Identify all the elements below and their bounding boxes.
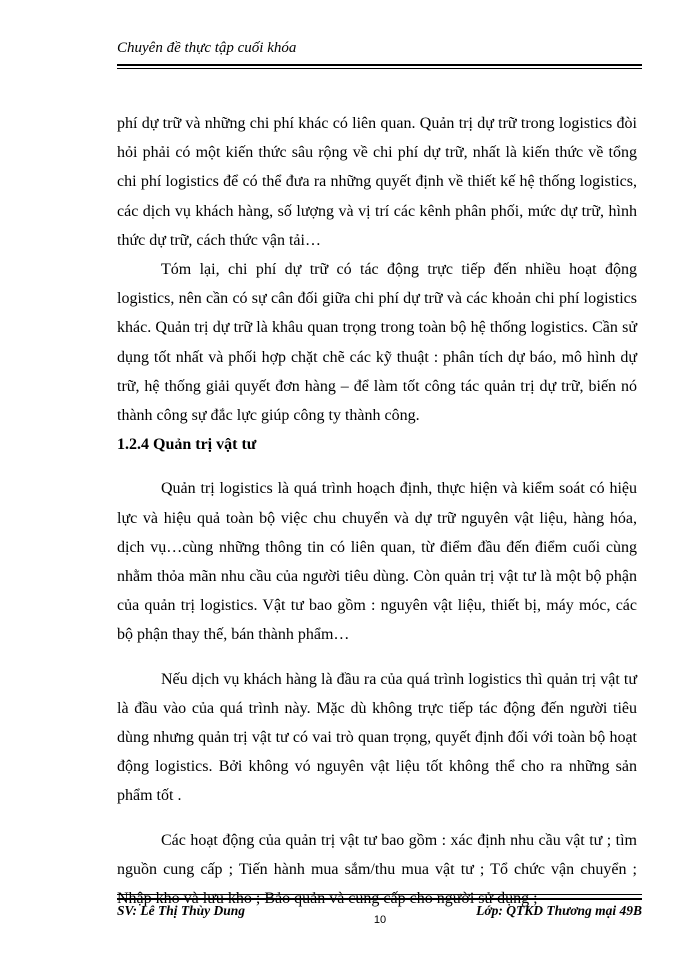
header-rule-thin bbox=[117, 68, 642, 69]
paragraph-2: Tóm lại, chi phí dự trữ có tác động trực tiếp đến nhiều hoạt động logistics, nên cần có sự cân đối giữa chi phí dự trữ và các khoản chi phí logistics khác. Quản trị dự trữ là khâu quan trọng trong toàn bộ hệ thống logistics. Cần sử dụng tốt nhất và phối hợp chặt chẽ các kỹ thuật : phân tích dự báo, mô hình dự trữ, hệ thống giải quyết đơn hàng – để làm tốt công tác quản trị dự trữ, biến nó thành công sự đắc lực giúp công ty thành công. bbox=[117, 261, 637, 425]
footer-rule-thick bbox=[117, 898, 642, 900]
footer-student-name: SV: Lê Thị Thùy Dung bbox=[117, 903, 246, 918]
paragraph-5: Các hoạt động của quản trị vật tư bao gồm : xác định nhu cầu vật tư ; tìm nguồn cung cấp ; Tiến hành mua sắm/thu mua vật tư ; Tổ chức vận chuyển ; Nhập kho và lưu kho ; Bảo quản và cung cấp cho người sử dụng ; bbox=[117, 831, 637, 908]
page-header-title: Chuyên đề thực tập cuối khóa bbox=[117, 40, 297, 56]
header-rule-thick bbox=[117, 64, 642, 66]
footer-class-name: Lớp: QTKD Thương mại 49B bbox=[476, 903, 642, 918]
section-heading: 1.2.4 Quản trị vật tư bbox=[117, 436, 257, 454]
footer-rule-thin bbox=[117, 894, 642, 895]
document-body bbox=[117, 109, 637, 913]
paragraph-4: Nếu dịch vụ khách hàng là đầu ra của quá trình logistics thì quản trị vật tư là đầu vào của quá trình này. Mặc dù không trực tiếp tác động đến người tiêu dùng nhưng quản trị vật tư có vai trò quan trọng, quyết định đối với toàn bộ hoạt động logistics. Bởi không vó nguyên vật liệu tốt không thể cho ra những sản phẩm tốt . bbox=[117, 670, 637, 805]
page-number: 10 bbox=[373, 914, 387, 926]
paragraph-1: phí dự trữ và những chi phí khác có liên quan. Quản trị dự trữ trong logistics đòi hỏi phải có một kiến thức sâu rộng về chi phí dự trữ, nhất là kiến thức về tổng chi phí logistics để có thể đưa ra những quyết định về thiết kế hệ thống logistics, các dịch vụ khách hàng, số lượng và vị trí các kênh phân phối, mức dự trữ, hình thức dự trữ, cách thức vận tải… bbox=[117, 115, 637, 249]
paragraph-3: Quản trị logistics là quá trình hoạch định, thực hiện và kiểm soát có hiệu lực và hiệu quả toàn bộ việc chu chuyển và dự trữ nguyên vật liệu, hàng hóa, dịch vụ…cùng những thông tin có liên quan, từ điểm đầu đến điểm cuối cùng nhằm thỏa mãn nhu cầu của người tiêu dùng. Còn quản trị vật tư là một bộ phận của quản trị logistics. Vật tư bao gồm : nguyên vật liệu, thiết bị, máy móc, các bộ phận thay thế, bán thành phẩm… bbox=[117, 480, 637, 644]
